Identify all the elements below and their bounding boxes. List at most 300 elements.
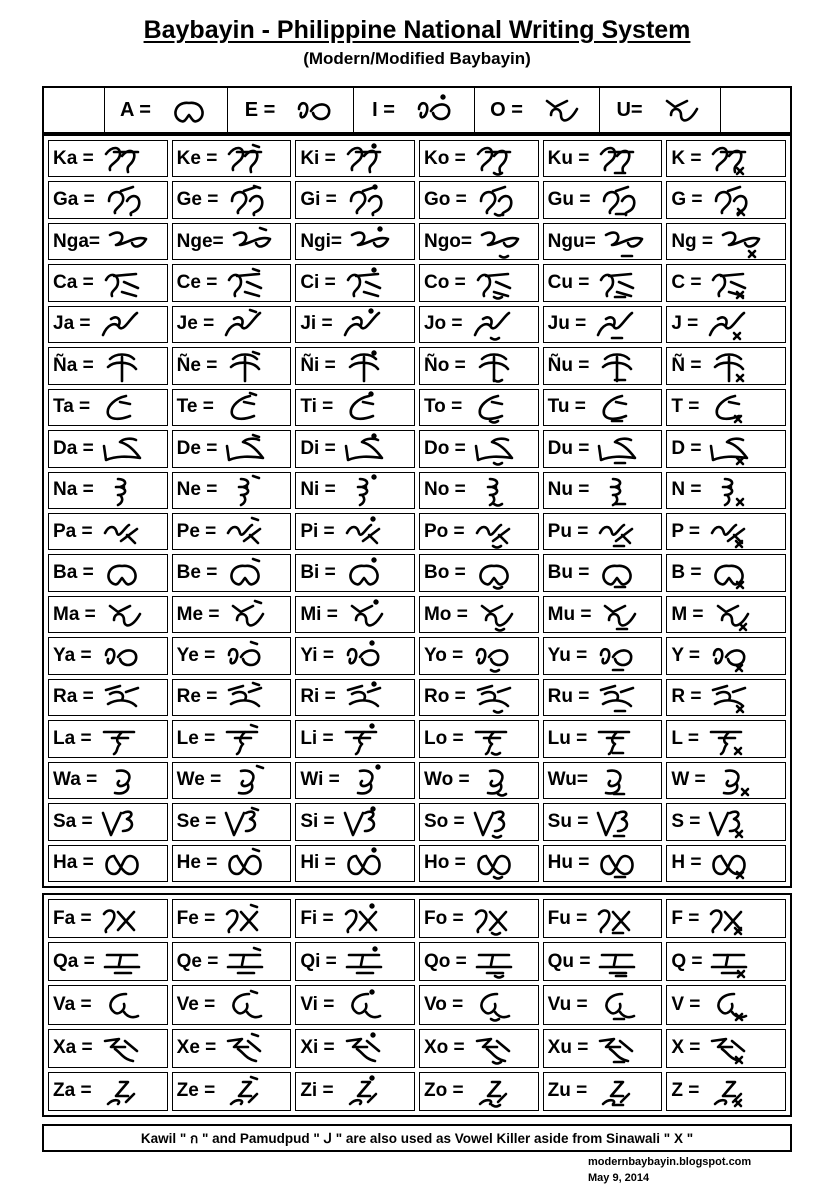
syllable-cell xyxy=(666,899,786,938)
syllable-cell xyxy=(48,140,168,177)
syllable-label: Wo = xyxy=(423,769,470,791)
baybayin-glyph-icon xyxy=(96,390,140,424)
baybayin-glyph-icon xyxy=(470,902,514,936)
baybayin-glyph-icon xyxy=(707,473,751,507)
syllable-cell xyxy=(666,389,786,426)
syllable-label: Se = xyxy=(176,810,217,832)
syllable-label: Ngu= xyxy=(547,230,596,252)
baybayin-glyph-icon xyxy=(342,349,386,383)
syllable-cell xyxy=(419,720,539,757)
baybayin-glyph-icon xyxy=(595,142,639,176)
syllable-cell xyxy=(543,762,663,799)
vowel-cell xyxy=(227,88,353,132)
syllable-label: Tu = xyxy=(547,396,586,418)
baybayin-glyph-icon xyxy=(342,556,386,590)
syllable-cell xyxy=(48,596,168,633)
syllable-label: R = xyxy=(671,686,702,708)
syllable-cell xyxy=(295,762,415,799)
syllable-cell xyxy=(543,472,663,509)
syllable-label: Ha = xyxy=(53,852,94,874)
syllable-label: He = xyxy=(176,852,218,874)
syllable-cell xyxy=(543,1029,663,1068)
baybayin-glyph-icon xyxy=(100,432,144,466)
syllable-cell xyxy=(172,985,292,1024)
baybayin-glyph-icon xyxy=(596,183,640,217)
syllable-cell xyxy=(419,596,539,633)
syllable-label: Vi = xyxy=(300,993,335,1015)
syllable-label: Do = xyxy=(423,437,466,459)
vowel-cell xyxy=(474,88,599,132)
syllable-label: S = xyxy=(671,810,701,832)
syllable-label: Lo = xyxy=(423,727,464,749)
baybayin-glyph-icon xyxy=(593,902,637,936)
syllable-label: Re = xyxy=(176,686,218,708)
baybayin-glyph-icon xyxy=(224,183,268,217)
baybayin-glyph-icon xyxy=(707,142,751,176)
syllable-label: Xo = xyxy=(423,1037,465,1059)
baybayin-glyph-icon xyxy=(472,266,516,300)
baybayin-glyph-icon xyxy=(223,142,267,176)
syllable-cell xyxy=(666,637,786,674)
baybayin-glyph-icon xyxy=(594,1031,638,1065)
syllable-cell xyxy=(419,264,539,301)
syllable-cell xyxy=(48,637,168,674)
baybayin-glyph-icon xyxy=(106,225,150,259)
syllable-cell xyxy=(666,1029,786,1068)
syllable-cell xyxy=(419,679,539,716)
baybayin-glyph-icon xyxy=(476,763,520,797)
baybayin-glyph-icon xyxy=(97,307,141,341)
syllable-label: X = xyxy=(671,1037,701,1059)
vowel-glyph-icon xyxy=(291,93,335,127)
syllable-cell xyxy=(543,140,663,177)
syllable-label: Qa = xyxy=(53,950,95,972)
syllable-label: Va = xyxy=(53,993,92,1015)
vowel-cell xyxy=(353,88,474,132)
syllable-label: Ya = xyxy=(53,645,92,667)
syllable-label: Gu = xyxy=(547,189,591,211)
syllable-label: Ge = xyxy=(176,189,219,211)
syllable-label: K = xyxy=(671,147,702,169)
baybayin-glyph-icon xyxy=(223,846,267,880)
syllable-cell xyxy=(666,513,786,550)
syllable-cell xyxy=(295,430,415,467)
syllable-label: Jo = xyxy=(423,313,463,335)
syllable-cell xyxy=(666,223,786,260)
syllable-label: Su = xyxy=(547,810,589,832)
baybayin-glyph-icon xyxy=(704,307,748,341)
syllable-label: Le = xyxy=(176,727,216,749)
syllable-cell xyxy=(295,223,415,260)
syllable-label: L = xyxy=(671,727,699,749)
syllable-cell xyxy=(543,720,663,757)
syllable-label: Vu = xyxy=(547,993,588,1015)
syllable-label: Xa = xyxy=(53,1037,93,1059)
syllable-label: Di = xyxy=(300,437,336,459)
syllable-cell xyxy=(666,140,786,177)
syllable-cell xyxy=(295,679,415,716)
baybayin-glyph-icon xyxy=(98,722,142,756)
baybayin-glyph-icon xyxy=(342,432,386,466)
syllable-cell xyxy=(48,347,168,384)
baybayin-glyph-icon xyxy=(595,473,639,507)
syllable-label: Yu = xyxy=(547,645,588,667)
syllable-cell xyxy=(172,472,292,509)
syllable-cell xyxy=(295,942,415,981)
syllable-cell xyxy=(543,679,663,716)
baybayin-glyph-icon xyxy=(100,680,144,714)
baybayin-glyph-icon xyxy=(100,142,144,176)
baybayin-glyph-icon xyxy=(706,1031,750,1065)
baybayin-glyph-icon xyxy=(340,639,384,673)
syllable-label: Be = xyxy=(176,562,218,584)
baybayin-glyph-icon xyxy=(719,225,763,259)
baybayin-glyph-icon xyxy=(341,515,385,549)
syllable-label: Yo = xyxy=(423,645,464,667)
baybayin-glyph-icon xyxy=(223,680,267,714)
syllable-label: Nga= xyxy=(53,230,100,252)
syllable-label: Bi = xyxy=(300,562,336,584)
syllable-label: Ma = xyxy=(53,603,96,625)
publish-date: May 9, 2014 xyxy=(588,1172,650,1184)
syllable-label: Qi = xyxy=(300,950,337,972)
baybayin-glyph-icon xyxy=(223,473,267,507)
syllable-label: Ye = xyxy=(176,645,216,667)
syllable-cell xyxy=(419,554,539,591)
baybayin-glyph-icon xyxy=(344,598,388,632)
syllable-cell xyxy=(48,472,168,509)
vowel-label: I = xyxy=(372,98,395,121)
syllable-cell xyxy=(543,845,663,882)
syllable-label: D = xyxy=(671,437,702,459)
baybayin-glyph-icon xyxy=(230,225,274,259)
syllable-cell xyxy=(172,637,292,674)
baybayin-glyph-icon xyxy=(707,432,751,466)
syllable-cell xyxy=(48,306,168,343)
baybayin-glyph-icon xyxy=(340,902,384,936)
syllable-cell xyxy=(543,637,663,674)
baybayin-glyph-icon xyxy=(593,639,637,673)
syllable-cell xyxy=(295,596,415,633)
baybayin-glyph-icon xyxy=(594,805,638,839)
syllable-cell xyxy=(172,513,292,550)
syllable-cell xyxy=(666,430,786,467)
column-divider xyxy=(720,88,721,132)
foreign-letter-table xyxy=(42,893,792,1117)
syllable-label: Ju = xyxy=(547,313,587,335)
baybayin-glyph-icon xyxy=(712,763,756,797)
syllable-label: Za = xyxy=(53,1080,92,1102)
syllable-label: Qu = xyxy=(547,950,591,972)
syllable-label: Mu = xyxy=(547,603,592,625)
syllable-label: Ku = xyxy=(547,147,590,169)
baybayin-glyph-icon xyxy=(597,598,641,632)
baybayin-glyph-icon xyxy=(221,722,265,756)
syllable-cell xyxy=(295,845,415,882)
syllable-label: Ji = xyxy=(300,313,333,335)
baybayin-glyph-icon xyxy=(708,945,752,979)
syllable-label: Wa = xyxy=(53,769,98,791)
syllable-label: Fu = xyxy=(547,907,588,929)
syllable-label: Ne = xyxy=(176,479,218,501)
syllable-cell xyxy=(543,306,663,343)
syllable-label: Bo = xyxy=(423,562,466,584)
syllable-cell xyxy=(48,803,168,840)
syllable-cell xyxy=(419,140,539,177)
baybayin-glyph-icon xyxy=(478,225,522,259)
baybayin-glyph-icon xyxy=(227,763,271,797)
syllable-label: Je = xyxy=(176,313,215,335)
baybayin-glyph-icon xyxy=(220,307,264,341)
syllable-cell xyxy=(295,347,415,384)
syllable-cell xyxy=(172,140,292,177)
syllable-label: Pe = xyxy=(176,520,217,542)
syllable-label: M = xyxy=(671,603,704,625)
syllable-cell xyxy=(419,803,539,840)
syllable-label: Ñ = xyxy=(671,354,702,376)
syllable-cell xyxy=(666,942,786,981)
syllable-cell xyxy=(419,1029,539,1068)
baybayin-glyph-icon xyxy=(471,515,515,549)
baybayin-glyph-icon xyxy=(472,349,516,383)
baybayin-glyph-icon xyxy=(707,349,751,383)
syllable-cell xyxy=(48,679,168,716)
syllable-cell xyxy=(543,899,663,938)
syllable-cell xyxy=(295,513,415,550)
baybayin-glyph-icon xyxy=(101,183,145,217)
baybayin-glyph-icon xyxy=(342,680,386,714)
vowel-glyph-icon xyxy=(167,93,211,127)
syllable-cell xyxy=(419,472,539,509)
syllable-label: No = xyxy=(423,479,466,501)
syllable-cell xyxy=(172,181,292,218)
baybayin-glyph-icon xyxy=(103,763,147,797)
syllable-label: Ho = xyxy=(423,852,466,874)
baybayin-glyph-icon xyxy=(223,432,267,466)
baybayin-glyph-icon xyxy=(221,902,265,936)
vowel-glyph-icon xyxy=(659,93,703,127)
page-title: Baybayin - Philippine National Writing System xyxy=(143,16,691,44)
syllable-label: Y = xyxy=(671,645,701,667)
syllable-cell xyxy=(172,720,292,757)
baybayin-glyph-icon xyxy=(593,722,637,756)
syllable-label: Po = xyxy=(423,520,465,542)
syllable-label: P = xyxy=(671,520,701,542)
syllable-cell xyxy=(666,845,786,882)
baybayin-glyph-icon xyxy=(596,945,640,979)
syllable-label: Ki = xyxy=(300,147,336,169)
syllable-label: W = xyxy=(671,769,706,791)
syllable-label: Ra = xyxy=(53,686,94,708)
baybayin-glyph-icon xyxy=(223,556,267,590)
baybayin-glyph-icon xyxy=(346,763,390,797)
syllable-label: Ng = xyxy=(671,230,714,252)
baybayin-glyph-icon xyxy=(343,183,387,217)
baybayin-glyph-icon xyxy=(469,988,513,1022)
syllable-cell xyxy=(419,762,539,799)
baybayin-glyph-icon xyxy=(342,142,386,176)
baybayin-glyph-icon xyxy=(98,902,142,936)
syllable-cell xyxy=(666,181,786,218)
baybayin-glyph-icon xyxy=(705,902,749,936)
syllable-label: Nge= xyxy=(176,230,224,252)
baybayin-glyph-icon xyxy=(98,988,142,1022)
syllable-cell xyxy=(172,845,292,882)
syllable-label: Cu = xyxy=(547,272,590,294)
syllable-label: Ti = xyxy=(300,396,334,418)
baybayin-glyph-icon xyxy=(472,556,516,590)
syllable-label: G = xyxy=(671,189,703,211)
vowel-killer-note: Kawil " ก " and Pamudpud " ᒍ " are also used as Vowel Killer aside from Sinawali " X " xyxy=(42,1124,792,1152)
syllable-label: Ñe = xyxy=(176,354,218,376)
baybayin-glyph-icon xyxy=(473,183,517,217)
syllable-cell xyxy=(172,942,292,981)
syllable-label: Zu = xyxy=(547,1080,588,1102)
syllable-cell xyxy=(48,985,168,1024)
syllable-cell xyxy=(543,389,663,426)
syllable-cell xyxy=(295,899,415,938)
syllable-label: Li = xyxy=(300,727,334,749)
syllable-cell xyxy=(666,472,786,509)
vowel-glyph-icon xyxy=(411,93,455,127)
syllable-label: Ngi= xyxy=(300,230,343,252)
syllable-label: Ro = xyxy=(423,686,466,708)
syllable-cell xyxy=(419,347,539,384)
baybayin-glyph-icon xyxy=(710,598,754,632)
source-site: modernbaybayin.blogspot.com xyxy=(588,1156,752,1168)
syllable-cell xyxy=(295,1029,415,1068)
baybayin-glyph-icon xyxy=(100,556,144,590)
syllable-label: Z = xyxy=(671,1080,700,1102)
baybayin-glyph-icon xyxy=(470,722,514,756)
baybayin-glyph-icon xyxy=(223,266,267,300)
baybayin-glyph-icon xyxy=(706,805,750,839)
syllable-label: Qe = xyxy=(176,950,219,972)
baybayin-glyph-icon xyxy=(707,680,751,714)
vowel-label: E = xyxy=(244,98,276,121)
syllable-cell xyxy=(543,181,663,218)
syllable-cell xyxy=(543,596,663,633)
syllable-cell xyxy=(295,554,415,591)
baybayin-glyph-icon xyxy=(340,1074,384,1108)
syllable-label: Ru = xyxy=(547,686,590,708)
syllable-cell xyxy=(172,803,292,840)
baybayin-glyph-icon xyxy=(225,598,269,632)
syllable-cell xyxy=(419,899,539,938)
syllable-label: To = xyxy=(423,396,463,418)
baybayin-glyph-icon xyxy=(100,846,144,880)
baybayin-glyph-icon xyxy=(595,680,639,714)
syllable-cell xyxy=(295,306,415,343)
syllable-cell xyxy=(543,347,663,384)
baybayin-glyph-icon xyxy=(707,266,751,300)
syllable-cell xyxy=(295,264,415,301)
syllable-cell xyxy=(666,554,786,591)
baybayin-glyph-icon xyxy=(342,846,386,880)
syllable-label: N = xyxy=(671,479,702,501)
syllable-label: Du = xyxy=(547,437,590,459)
vowel-glyph-icon xyxy=(539,93,583,127)
syllable-label: Fi = xyxy=(300,907,334,929)
syllable-label: Fo = xyxy=(423,907,464,929)
baybayin-glyph-icon xyxy=(99,805,143,839)
vowel-label: O = xyxy=(490,98,523,121)
syllable-label: Vo = xyxy=(423,993,464,1015)
baybayin-glyph-icon xyxy=(339,307,383,341)
baybayin-glyph-icon xyxy=(594,763,638,797)
syllable-cell xyxy=(666,1072,786,1111)
baybayin-glyph-icon xyxy=(593,1074,637,1108)
baybayin-glyph-icon xyxy=(99,515,143,549)
syllable-cell xyxy=(48,554,168,591)
baybayin-glyph-icon xyxy=(221,1074,265,1108)
baybayin-glyph-icon xyxy=(472,846,516,880)
syllable-cell xyxy=(48,845,168,882)
baybayin-glyph-icon xyxy=(341,1031,385,1065)
syllable-label: Co = xyxy=(423,272,466,294)
syllable-label: Hu = xyxy=(547,852,590,874)
syllable-label: Q = xyxy=(671,950,703,972)
baybayin-glyph-icon xyxy=(469,307,513,341)
syllable-label: Wu= xyxy=(547,769,588,791)
syllable-cell xyxy=(172,306,292,343)
baybayin-glyph-icon xyxy=(471,805,515,839)
baybayin-glyph-icon xyxy=(342,473,386,507)
syllable-cell xyxy=(295,803,415,840)
syllable-label: F = xyxy=(671,907,700,929)
syllable-cell xyxy=(172,899,292,938)
syllable-cell xyxy=(419,306,539,343)
baybayin-glyph-icon xyxy=(707,556,751,590)
baybayin-glyph-icon xyxy=(708,183,752,217)
syllable-cell xyxy=(419,942,539,981)
baybayin-glyph-icon xyxy=(472,142,516,176)
baybayin-glyph-icon xyxy=(100,266,144,300)
syllable-label: Ñi = xyxy=(300,354,336,376)
syllable-cell xyxy=(543,1072,663,1111)
vowel-label: U= xyxy=(616,98,643,121)
syllable-label: Ze = xyxy=(176,1080,216,1102)
baybayin-glyph-icon xyxy=(469,639,513,673)
vowel-cell xyxy=(599,88,720,132)
baybayin-glyph-icon xyxy=(706,988,750,1022)
syllable-cell xyxy=(295,637,415,674)
syllable-cell xyxy=(172,223,292,260)
syllable-label: Ce = xyxy=(176,272,218,294)
syllable-cell xyxy=(543,985,663,1024)
vowel-label: A = xyxy=(120,98,151,121)
syllable-cell xyxy=(543,942,663,981)
syllable-label: Ña = xyxy=(53,354,94,376)
syllable-cell xyxy=(48,223,168,260)
syllable-cell xyxy=(48,430,168,467)
syllable-cell xyxy=(172,430,292,467)
syllable-label: Ca = xyxy=(53,272,94,294)
syllable-cell xyxy=(295,1072,415,1111)
syllable-label: Wi = xyxy=(300,769,340,791)
syllable-label: Ño = xyxy=(423,354,466,376)
syllable-label: Lu = xyxy=(547,727,588,749)
syllable-cell xyxy=(48,389,168,426)
syllable-cell xyxy=(48,513,168,550)
syllable-cell xyxy=(172,389,292,426)
baybayin-glyph-icon xyxy=(101,945,145,979)
syllable-label: Hi = xyxy=(300,852,336,874)
syllable-label: V = xyxy=(671,993,701,1015)
baybayin-glyph-icon xyxy=(471,1031,515,1065)
baybayin-glyph-icon xyxy=(595,432,639,466)
syllable-cell xyxy=(48,720,168,757)
